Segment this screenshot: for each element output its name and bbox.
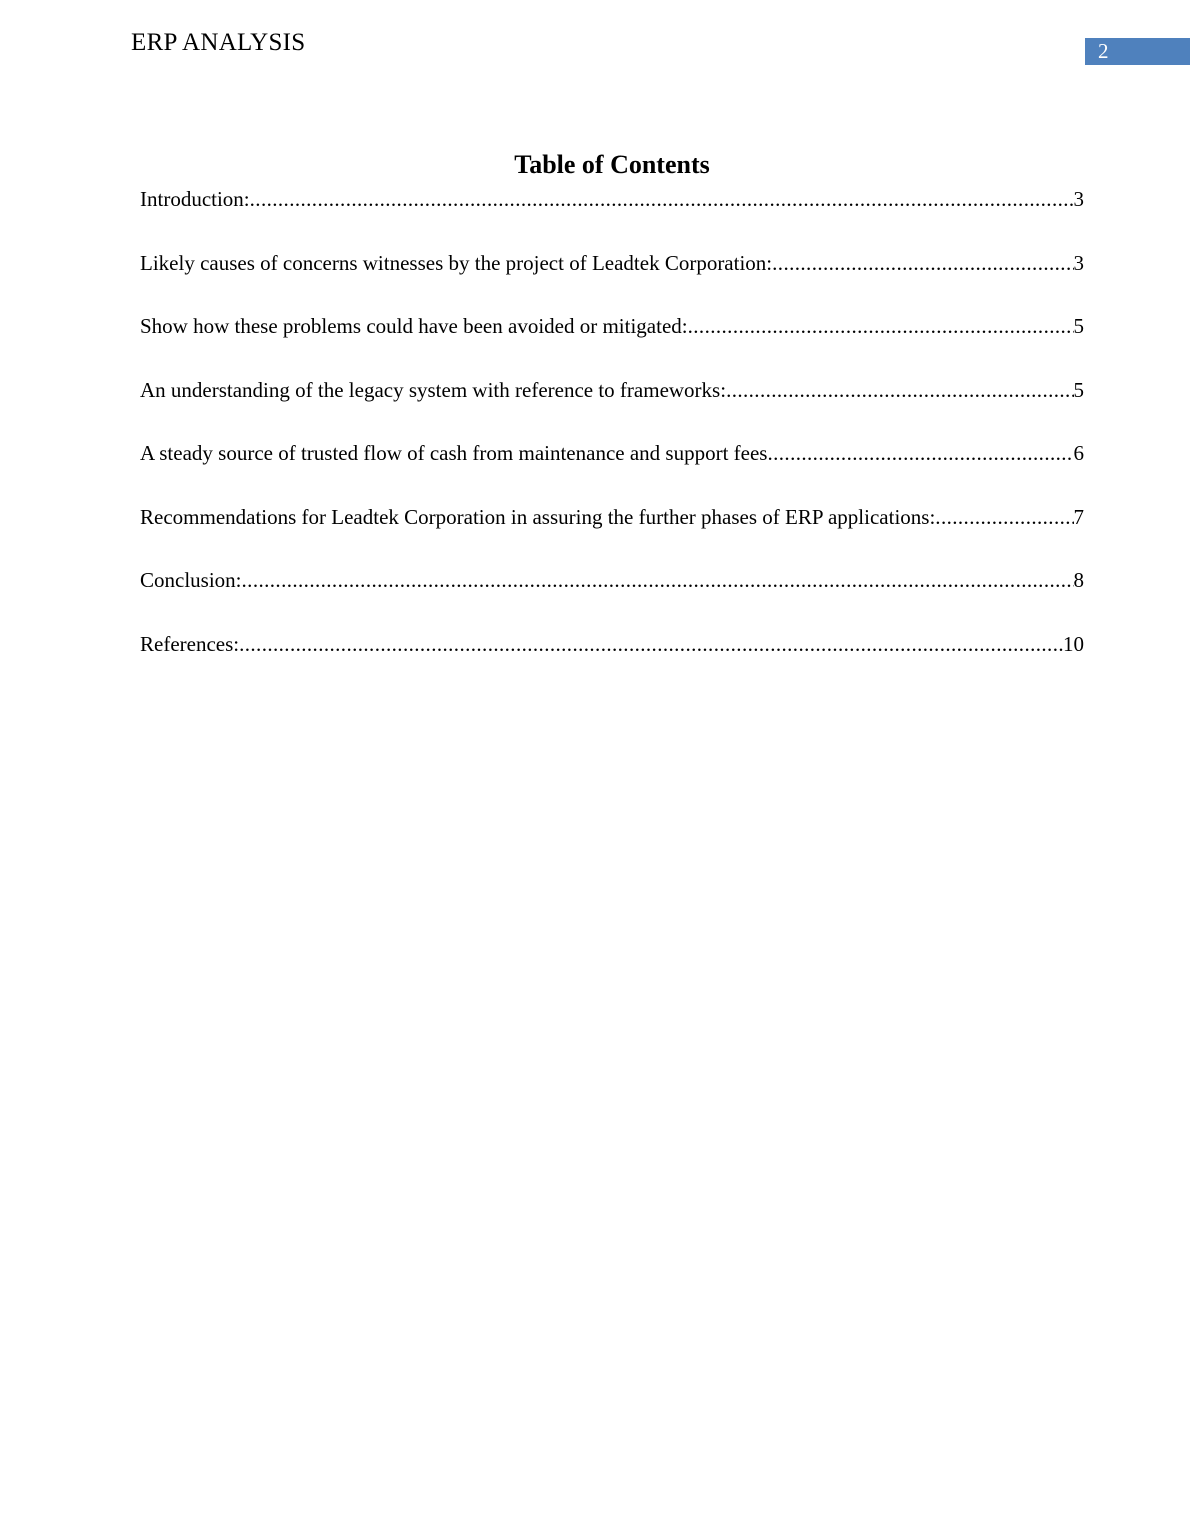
toc-entry-text: Recommendations for Leadtek Corporation in assuring the further phases of ERP applications: — [140, 502, 935, 532]
running-head: ERP ANALYSIS — [131, 29, 306, 56]
toc-entry-text: References: — [140, 629, 239, 659]
toc-entry-text: A steady source of trusted flow of cash from maintenance and support fees — [140, 438, 767, 468]
toc-entry-text: Introduction: — [140, 184, 250, 214]
toc-leader-dots — [726, 375, 1073, 405]
toc-entry-avoided-mitigated[interactable] — [140, 311, 1084, 375]
toc-entry-text: Likely causes of concerns witnesses by the project of Leadtek Corporation: — [140, 248, 772, 278]
toc-entry-references[interactable] — [140, 629, 1084, 693]
toc-entry-conclusion[interactable] — [140, 565, 1084, 629]
toc-entry-recommendations[interactable] — [140, 502, 1084, 566]
toc-entry-likely-causes[interactable] — [140, 248, 1084, 312]
toc-entry-page: 5 — [1073, 314, 1084, 338]
toc-entry-text: An understanding of the legacy system with reference to frameworks: — [140, 375, 726, 405]
toc-entry-page: 5 — [1073, 377, 1084, 402]
toc-leader-dots — [767, 438, 1073, 468]
toc-leader-dots — [935, 502, 1073, 532]
toc-entry-page: 3 — [1073, 250, 1084, 275]
toc-entry-text: Conclusion: — [140, 565, 242, 595]
toc-entry-page: 10 — [1063, 631, 1084, 656]
toc-entry-page: 8 — [1073, 568, 1084, 592]
toc-leader-dots — [242, 565, 1074, 595]
toc-title: Table of Contents — [514, 150, 710, 179]
toc-entry-page: 3 — [1073, 187, 1084, 211]
toc-entry-legacy-system[interactable] — [140, 375, 1084, 439]
toc-entry-cash-flow[interactable] — [140, 438, 1084, 502]
toc-leader-dots — [239, 629, 1063, 659]
toc-entry-text: Show how these problems could have been avoided or mitigated: — [140, 311, 688, 341]
toc-leader-dots — [772, 248, 1073, 278]
toc-leader-dots — [688, 311, 1074, 341]
toc-leader-dots — [250, 184, 1074, 214]
toc-list — [140, 184, 1084, 692]
toc-entry-page: 7 — [1073, 504, 1084, 529]
toc-entry-page: 6 — [1073, 441, 1084, 465]
page-number-badge: 2 — [1085, 38, 1190, 65]
toc-entry-introduction[interactable] — [140, 184, 1084, 248]
